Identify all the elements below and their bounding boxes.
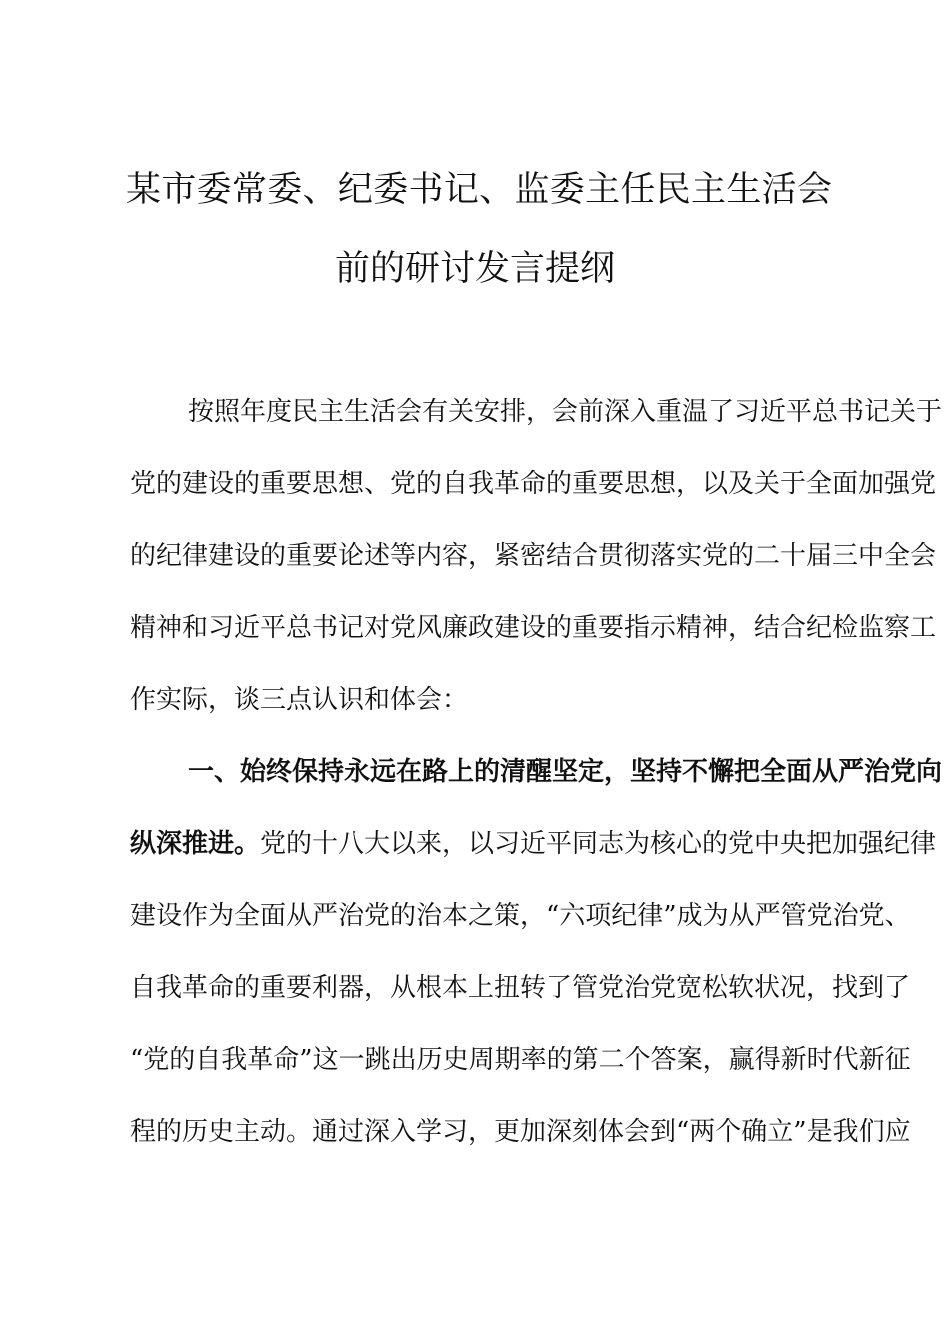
section-one-line-3: 建设作为全面从严治党的治本之策，“六项纪律”成为从严管党治党、 — [130, 901, 911, 931]
intro-line-2: 党的建设的重要思想、党的自我革命的重要思想，以及关于全面加强党 — [130, 469, 937, 499]
document-title-line-1: 某市委常委、纪委书记、监委主任民主生活会 — [126, 170, 832, 210]
section-one-line-6: 程的历史主动。通过深入学习，更加深刻体会到“两个确立”是我们应 — [130, 1117, 911, 1147]
intro-line-1: 按照年度民主生活会有关安排，会前深入重温了习近平总书记关于 — [188, 397, 943, 427]
intro-line-3: 的纪律建设的重要论述等内容，紧密结合贯彻落实党的二十届三中全会 — [130, 541, 937, 571]
section-one-line-2 — [130, 829, 937, 859]
intro-line-4: 精神和习近平总书记对党风廉政建设的重要指示精神，结合纪检监察工 — [130, 613, 937, 643]
document-title-line-2: 前的研讨发言提纲 — [334, 249, 615, 289]
section-one-heading-end: 纵深推进。 — [130, 829, 261, 859]
intro-line-5: 作实际，谈三点认识和体会： — [130, 685, 469, 715]
section-one-line-5: “党的自我革命”这一跳出历史周期率的第二个答案，赢得新时代新征 — [130, 1045, 911, 1075]
section-one-heading: 一、始终保持永远在路上的清醒坚定，坚持不懈把全面从严治党向 — [188, 757, 943, 787]
section-one-line-4: 自我革命的重要利器，从根本上扭转了管党治党宽松软状况，找到了 — [130, 973, 911, 1003]
section-one-body-start: 党的十八大以来，以习近平同志为核心的党中央把加强纪律 — [260, 829, 937, 859]
